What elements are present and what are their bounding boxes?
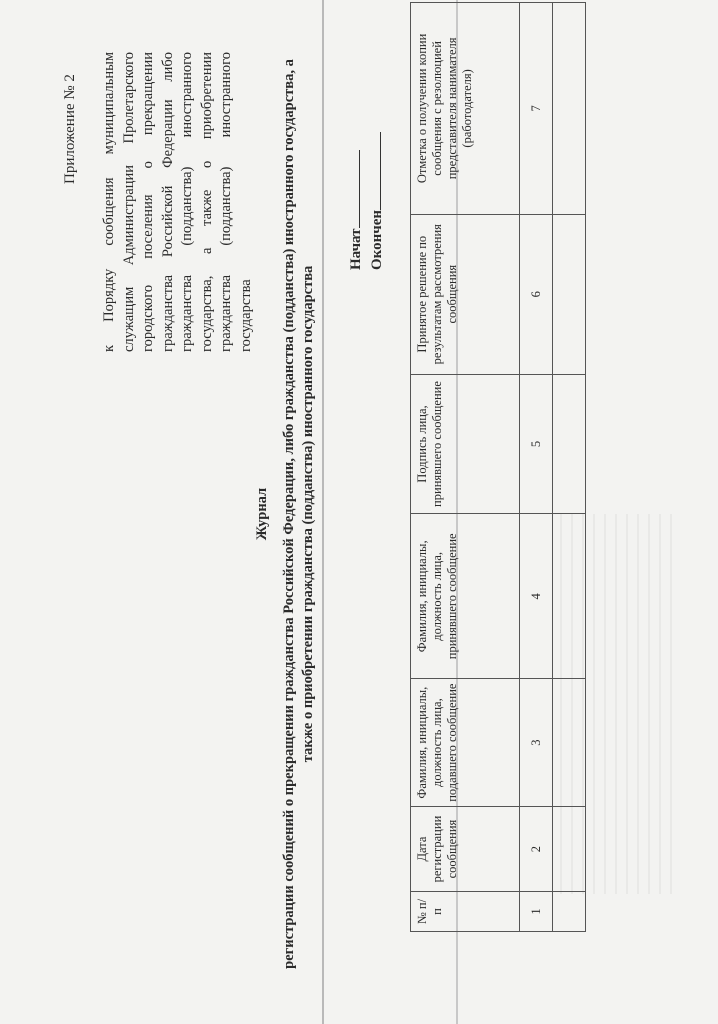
start-line — [345, 132, 366, 270]
table-row — [553, 3, 586, 932]
number-cell: 6 — [520, 214, 553, 374]
header-cell: Принятое решение по результатам рассмотрения сообщения — [411, 214, 520, 374]
start-end-block — [345, 132, 387, 270]
end-label: Окончен — [369, 209, 385, 270]
table-number-row — [520, 3, 553, 932]
end-line — [366, 132, 387, 270]
table-cell — [553, 374, 586, 514]
table-cell — [553, 3, 586, 215]
number-cell: 1 — [520, 892, 553, 932]
table-cell — [553, 679, 586, 807]
header-cell: Фамилия, инициалы, должность лица, подавшего сообщение — [411, 679, 520, 807]
header-cell: Подпись лица, принявшего сообщение — [411, 374, 520, 514]
table-header-row — [411, 3, 520, 932]
number-cell: 3 — [520, 679, 553, 807]
journal-subtitle: регистрации сообщений о прекращении гражданства Российской Федерации, либо гражданства (подданства) иностранного государства, а также о приобретении гражданства (подданства) иностранного государства — [281, 59, 316, 969]
approval-text: к Порядку сообщения муниципальным служащим Администрации Пролетарского городского поселения о прекращении гражданства Российской Федерации либо гражданства (подданства) иностранного государства, а также о приобретении гражданства (подданства) иностранного государства — [101, 52, 254, 352]
table-cell — [553, 214, 586, 374]
header-cell: Фамилия, инициалы, должность лица, принявшего сообщение — [411, 514, 520, 679]
start-label: Начат — [348, 228, 364, 270]
start-blank — [345, 150, 360, 228]
appendix-label: Приложение № 2 — [62, 74, 78, 184]
table-cell — [553, 514, 586, 679]
journal-title: Журнал — [254, 487, 270, 541]
number-cell: 5 — [520, 374, 553, 514]
header-cell: № п/п — [411, 892, 520, 932]
registration-table — [410, 2, 586, 932]
table-cell — [553, 807, 586, 892]
number-cell: 2 — [520, 807, 553, 892]
table-cell — [553, 892, 586, 932]
end-blank — [366, 132, 381, 210]
header-cell: Отметка о получении копии сообщения с резолюцией представителя нанимателя (работодателя) — [411, 3, 520, 215]
header-cell: Дата регистрации сообщения — [411, 807, 520, 892]
number-cell: 4 — [520, 514, 553, 679]
number-cell: 7 — [520, 3, 553, 215]
